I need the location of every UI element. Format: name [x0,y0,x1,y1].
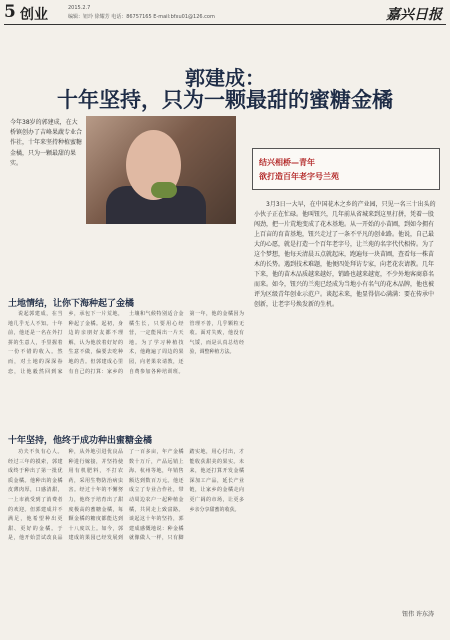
page-header [0,0,450,26]
sidebar-text: 3月3日一大早，在中国花木之乡的产业园，只见一名三十出头的小伙子正在忙碌。他叫钮兴，几年前从省城来到这里打拼，凭着一股闯劲，把一片荒地变成了花木基地。从一开始的小苗圃，到如今拥有上百亩的育苗基地，钮兴走过了一条不平凡的创业路。他说，自己最大的心愿，就是打造一个百年老字号，让兰苑的名字代代相传。为了这个梦想，他每天清晨五点就起床，跑遍每一块苗圃，查看每一株苗木的长势。遇到技术难题，他便四处拜访专家，向老花农请教。几年下来，他的苗木品质越来越好，销路也越来越宽，不少外地客商慕名而来。如今，钮兴的兰苑已经成为当地小有名气的花木品牌，他也被评为区级青年创业示范户。谈起未来，他显得信心满满：要在传承中创新，让老字号焕发新的生机。 [254,201,436,308]
header-phone: 电话：86757165 [111,14,152,20]
masthead: 嘉兴日报 [386,7,442,23]
portrait-photo-icon [86,116,236,224]
headline-line2: 十年坚持，只为一颗最甜的蜜糖金橘 [57,88,393,112]
headline-line1: 郭建成： [185,66,265,90]
intro-paragraph: 今年38岁的郭建成，在大桥镇创办了吉峰果蔬专业合作社，十年来坚持种植蜜糖金橘，只为一颗最甜的果实。 [10,119,82,167]
sidebar-title-line2: 欲打造百年老字号兰苑 [259,172,339,181]
header-contact [68,13,215,20]
header-email: E-mail:bfxu01@126.com [153,14,215,20]
section2-heading: 十年坚持，他终于成功种出蜜糖金橘 [8,436,153,446]
section1-heading: 土地情结，让你下海种起了金橘 [8,299,135,309]
sidebar-title-line1: 结兴相桥—青年 [259,158,315,167]
sidebar-author: 钮伟 许东涛 [402,611,434,618]
photo-kumquat-branch [151,182,177,198]
section2-text: 功夫不负有心人。经过三年的摸索，郭建成终于种出了第一批优质金橘。他种出的金橘皮薄肉厚，口感清甜，一上市就受到了消费者的欢迎。但郭建成并不满足，他希望种出更甜、更好的金橘。于是，他开始尝试改良品种，从外地引进优良品种进行嫁接，并坚持使用有机肥料，不打农药，采用生物防治病虫害。经过十年的不懈努力，他终于培育出了甜度极高的蜜糖金橘，每颗金橘的糖度都能达到十八度以上。如今，郭建成的果园已经发展到了一百多亩，年产金橘数十万斤，产品远销上海、杭州等地，年销售额达到数百万元。他还成立了专业合作社，带动周边农户一起种植金橘，共同走上致富路。谈起这十年的坚持，郭建成感慨地说：种金橘就像做人一样，只有脚踏实地，用心付出，才能收获甜美的果实。未来，他还打算开发金橘深加工产品，延长产业链，让家乡的金橘走向更广阔的市场，让更多乡亲分享甜蜜的收获。 [8,449,244,542]
section-title: 创业 [20,7,48,23]
header-editor: 编辑：钮玲 徐耀芳 [68,14,110,20]
header-date: 2015.2.7 [68,5,91,11]
sidebar-title-box [252,148,440,190]
section1-text: 说起郭建成，在当地几乎无人不知。十年前，他还是一名在外打拼的生意人，手里握着一份不错的收入。然而，对土地的深深眷恋，让他毅然回到家乡，承包下一片荒地，种起了金橘。起初，身边的亲朋好友都不理解，认为他放着好好的生意不做，偏要去吃种地的苦。但郭建成心里有自己的打算：家乡的土壤和气候特别适合金橘生长，只要用心经营，一定能闯出一片天地。为了学习种植技术，他跑遍了周边的果园，向老果农请教，还自费参加各种培训班。第一年，他的金橘因为管理不善，几乎颗粒无收。面对失败，他没有气馁，而是认真总结经验，调整种植方法。 [8,311,244,375]
page-number: 5 [4,2,16,22]
sidebar-article [252,148,438,618]
header-divider [4,24,446,25]
